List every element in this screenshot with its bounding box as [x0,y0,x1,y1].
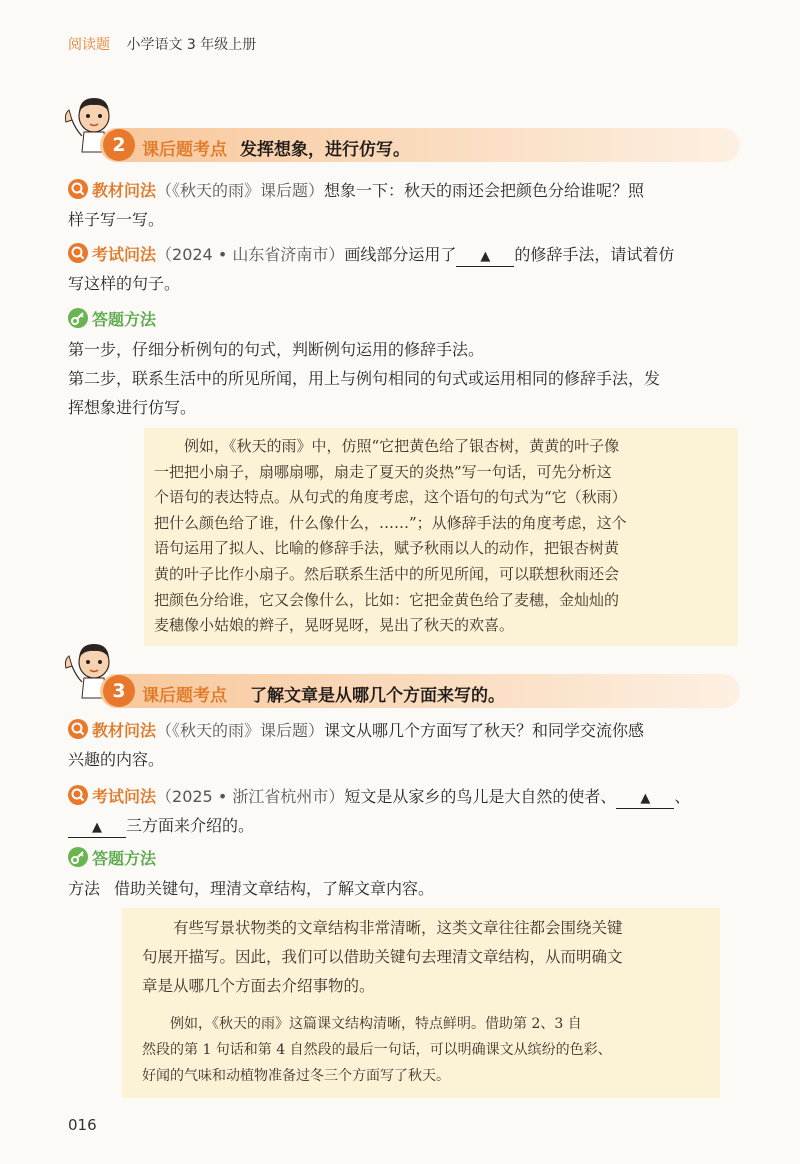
question-text: 想象一下：秋天的雨还会把颜色分给谁呢？照 [324,181,645,200]
method-heading [68,307,156,330]
magnifier-icon [68,243,88,263]
answer-blank: ▲ [68,819,126,838]
method-prefix: 方法 [68,879,101,898]
paragraph-line: 例如，《秋天的雨》中，仿照“它把黄色给了银杏树，黄黄的叶子像 [184,437,620,455]
page-number: 016 [68,1116,97,1134]
question-text-cont: 写这样的句子。 [68,274,181,293]
header-tag: 阅读题 [68,37,110,53]
method-label: 答题方法 [92,310,157,329]
textbook-question [68,176,744,234]
example-box [144,428,738,646]
key-icon [68,308,88,328]
paragraph-line: 黄的叶子比作小扇子。然后联系生活中的所见所闻，可以联想秋雨还会 [154,564,620,583]
paragraph-line: 例如，《秋天的雨》这篇课文结构清晰，特点鲜明。借助第 2、3 自 [170,1016,582,1032]
section-topic: 发挥想象，进行仿写。 [240,140,410,160]
question-source: （2024 • 山东省济南市） [156,245,345,264]
section-2-heading [60,128,740,164]
paragraph-line: 然段的第 1 句话和第 4 自然段的最后一句话，可以明确课文从缤纷的色彩、 [142,1042,612,1058]
method-steps [68,335,744,422]
method-step-1: 第一步，仔细分析例句的句式，判断例句运用的修辞手法。 [68,340,485,359]
question-label: 考试问法 [92,787,157,806]
method-label: 答题方法 [92,849,157,868]
method-heading [68,846,156,869]
key-icon [68,847,88,867]
answer-blank: ▲ [456,248,514,267]
question-source: （《秋天的雨》课后题） [156,721,325,740]
exam-question [68,782,744,840]
paragraph-line: 语句运用了拟人、比喻的修辞手法，赋予秋雨以人的动作，把银杏树黄 [154,539,620,558]
paragraph-line: 章是从哪几个方面去介绍事物的。 [142,977,375,995]
header-book-title: 小学语文 3 年级上册 [126,37,257,53]
magnifier-icon [68,719,88,739]
textbook-question [68,716,744,774]
question-text: 短文是从家乡的鸟儿是大自然的使者、 [344,787,617,806]
section-3-heading [60,674,740,710]
paragraph-line: 一把把小扇子，扇哪扇哪，扇走了夏天的炎热”写一句话，可先分析这 [154,462,612,481]
method-explain-box [122,908,720,1098]
section-topic: 了解文章是从哪几个方面来写的。 [250,686,505,706]
paragraph-line: 好闻的气味和动植物准备过冬三个方面写了秋天。 [142,1068,450,1084]
method-step-2-cont: 挥想象进行仿写。 [68,398,197,417]
paragraph-line: 个语句的表达特点。从句式的角度考虑，这个语句的句式为“它（秋雨） [154,488,627,507]
paragraph-line: 把什么颜色给了谁，什么像什么，……”；从修辞手法的角度考虑，这个 [154,513,627,532]
question-label: 教材问法 [92,721,157,740]
section-number-badge: 2 [103,129,135,161]
section-type-label: 课后题考点 [142,140,227,160]
question-text: 课文从哪几个方面写了秋天？和同学交流你感 [324,721,645,740]
question-text-cont: 三方面来介绍的。 [126,816,255,835]
paragraph-line: 麦穗像小姑娘的辫子，晃呀晃呀，晃出了秋天的欢喜。 [154,616,515,635]
paragraph-line: 把颜色分给谁，它又会像什么，比如：它把金黄色给了麦穗，金灿灿的 [154,590,620,609]
method-step-2: 第二步，联系生活中的所见所闻，用上与例句相同的句式或运用相同的修辞手法，发 [68,369,661,388]
question-text: 画线部分运用了 [344,245,457,264]
question-text: 的修辞手法，请试着仿 [514,245,675,264]
magnifier-icon [68,179,88,199]
question-text: 、 [674,787,691,806]
exam-question [68,240,744,298]
section-type-label: 课后题考点 [142,686,227,706]
running-header [68,34,256,54]
method-text [68,874,744,903]
paragraph-line: 有些写景状物类的文章结构非常清晰，这类文章往往都会围绕关键 [173,919,623,937]
question-source: （2025 • 浙江省杭州市） [156,787,345,806]
answer-blank: ▲ [616,790,674,809]
method-content: 借助关键句，理清文章结构，了解文章内容。 [114,879,435,898]
question-text-cont: 兴趣的内容。 [68,750,165,769]
section-number-badge: 3 [103,675,135,707]
question-text-cont: 样子写一写。 [68,210,165,229]
magnifier-icon [68,785,88,805]
question-label: 教材问法 [92,181,157,200]
question-label: 考试问法 [92,245,157,264]
paragraph-line: 句展开描写。因此，我们可以借助关键句去理清文章结构，从而明确文 [142,948,623,966]
question-source: （《秋天的雨》课后题） [156,181,325,200]
